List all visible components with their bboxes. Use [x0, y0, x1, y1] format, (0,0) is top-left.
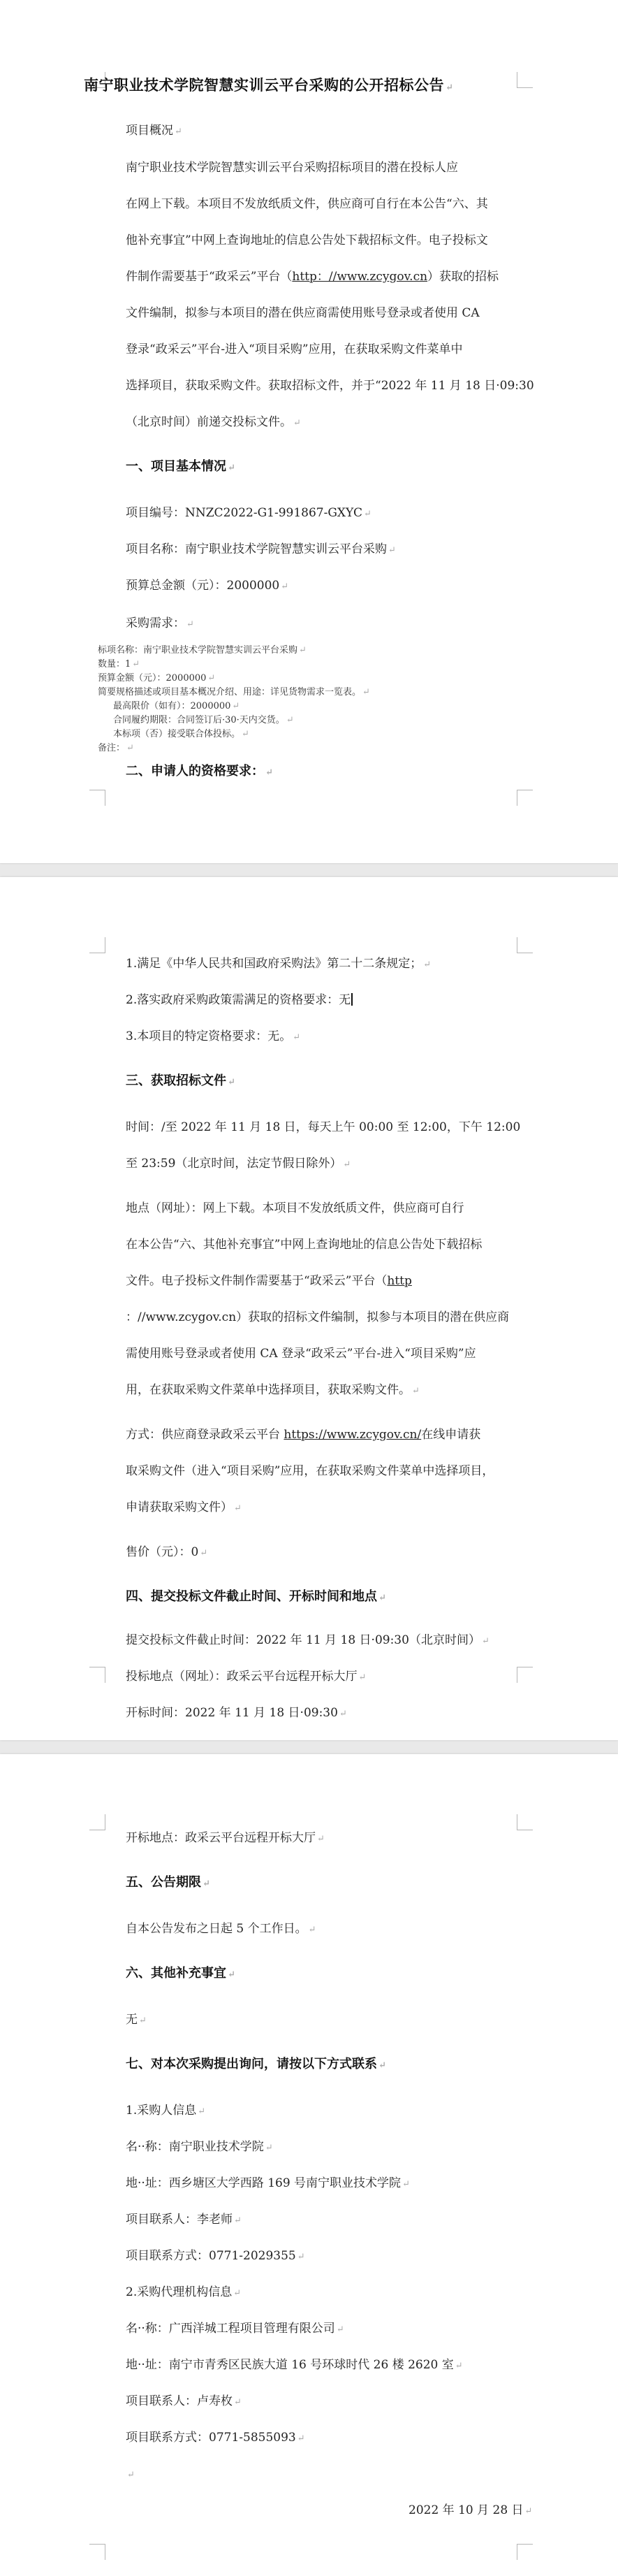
- margin-corner-mark: [517, 2544, 533, 2560]
- overview-heading: 项目概况 ↵: [126, 124, 182, 138]
- acquire-place-line: 文件。电子投标文件制作需要基于“政采云”平台（http: [126, 1274, 412, 1288]
- document-page-3: [0, 1754, 618, 2576]
- purchaser-phone: 项目联系方式：0771-2029355 ↵: [126, 2249, 305, 2263]
- overview-line: 文件编制，拟参与本项目的潜在供应商需使用账号登录或者使用 CA: [126, 306, 480, 320]
- detail-item: 合同履约期限：合同签订后·30·天内交货。 ↵: [113, 715, 294, 725]
- purchaser-title: 1.采购人信息 ↵: [126, 2104, 206, 2118]
- notice-period: 自本公告发布之日起 5 个工作日。 ↵: [126, 1922, 316, 1936]
- overview-line: 在网上下载。本项目不发放纸质文件，供应商可自行在本公告“六、其: [126, 197, 488, 211]
- project-name: 项目名称：南宁职业技术学院智慧实训云平台采购 ↵: [126, 542, 396, 556]
- section6-heading: 六、其他补充事宜 ↵: [126, 1966, 235, 1981]
- overview-line: 选择项目，获取采购文件。获取招标文件，并于“2022 年 11 月 18 日·09:30: [126, 379, 534, 393]
- margin-corner-mark: [517, 937, 533, 953]
- document-page-2: [0, 877, 618, 1740]
- qualification-item: 3.本项目的特定资格要求：无。 ↵: [126, 1029, 301, 1043]
- detail-item: 最高限价（如有）：2000000 ↵: [113, 701, 240, 711]
- agent-phone: 项目联系方式：0771-5855093 ↵: [126, 2431, 305, 2445]
- zcygov-https-link[interactable]: https://www.zcygov.cn/: [284, 1428, 422, 1442]
- overview-line: （北京时间）前递交投标文件。 ↵: [126, 415, 301, 429]
- agent-title: 2.采购代理机构信息 ↵: [126, 2285, 242, 2299]
- section5-heading: 五、公告期限 ↵: [126, 1875, 210, 1890]
- bid-opening-time: 开标时间：2022 年 11 月 18 日·09:30 ↵: [126, 1706, 347, 1720]
- margin-corner-mark: [517, 790, 533, 806]
- agent-name: 名··称：广西洋城工程项目管理有限公司 ↵: [126, 2322, 344, 2336]
- bid-opening-place: 开标地点：政采云平台远程开标大厅 ↵: [126, 1831, 325, 1845]
- section7-heading: 七、对本次采购提出询问，请按以下方式联系 ↵: [126, 2057, 386, 2071]
- budget-amount: 预算总金额（元）：2000000 ↵: [126, 579, 289, 593]
- qualification-item: 1.满足《中华人民共和国政府采购法》第二十二条规定； ↵: [126, 957, 432, 971]
- purchaser-contact: 项目联系人：李老师 ↵: [126, 2213, 242, 2227]
- overview-line: 登录“政采云”平台-进入“项目采购”应用，在获取采购文件菜单中: [126, 342, 463, 356]
- margin-corner-mark: [517, 1667, 533, 1683]
- acquire-place-line: 在本公告“六、其他补充事宜”中网上查询地址的信息公告处下载招标: [126, 1238, 483, 1252]
- zcygov-link[interactable]: http：//www.zcygov.cn: [292, 270, 428, 284]
- detail-item: 备注： ↵: [98, 743, 134, 753]
- acquire-time-line: 至 23:59（北京时间，法定节假日除外） ↵: [126, 1157, 351, 1171]
- submission-place: 投标地点（网址）：政采云平台远程开标大厅 ↵: [126, 1670, 367, 1684]
- margin-corner-mark: [89, 790, 105, 806]
- requirement-label: 采购需求： ↵: [126, 616, 194, 630]
- agent-address: 地··址：南宁市青秀区民族大道 16 号环球时代 26 楼 2620 室 ↵: [126, 2358, 463, 2372]
- margin-corner-mark: [89, 937, 105, 953]
- acquire-method-line: 取采购文件（进入“项目采购”应用，在获取采购文件菜单中选择项目，: [126, 1464, 494, 1478]
- margin-corner-mark: [89, 1814, 105, 1830]
- section4-heading: 四、提交投标文件截止时间、开标时间和地点 ↵: [126, 1589, 386, 1604]
- margin-corner-mark: [89, 1667, 105, 1683]
- qualification-item: 2.落实政府采购政策需满足的资格要求：无: [126, 992, 353, 1008]
- acquire-method-line: 申请获取采购文件） ↵: [126, 1500, 242, 1514]
- margin-corner-mark: [89, 2544, 105, 2560]
- zcygov-link-part[interactable]: http: [387, 1274, 412, 1288]
- margin-corner-mark: [517, 72, 533, 88]
- detail-item: 标项名称：南宁职业技术学院智慧实训云平台采购 ↵: [98, 645, 307, 656]
- empty-paragraph: ↵: [127, 2470, 135, 2480]
- detail-item: 数量：1 ↵: [98, 659, 140, 670]
- detail-item: 预算金额（元）：2000000 ↵: [98, 673, 216, 683]
- document-page-1: [0, 0, 618, 863]
- detail-item: 简要规格描述或项目基本概况介绍、用途：详见货物需求一览表。 ↵: [98, 687, 370, 697]
- detail-item: 本标项（否）接受联合体投标。 ↵: [113, 729, 249, 739]
- margin-corner-mark: [517, 1814, 533, 1830]
- announcement-date: 2022 年 10 月 28 日 ↵: [409, 2503, 533, 2517]
- acquire-place-line: 用，在获取采购文件菜单中选择项目，获取采购文件。 ↵: [126, 1383, 420, 1397]
- document-title: 南宁职业技术学院智慧实训云平台采购的公开招标公告 ↵: [84, 76, 454, 94]
- project-number: 项目编号：NNZC2022-G1-991867-GXYC ↵: [126, 506, 371, 520]
- document-price: 售价（元）：0 ↵: [126, 1545, 208, 1559]
- acquire-place-line: 地点（网址）：网上下载。本项目不发放纸质文件，供应商可自行: [126, 1201, 464, 1215]
- submission-deadline: 提交投标文件截止时间：2022 年 11 月 18 日·09:30（北京时间） ↵: [126, 1633, 490, 1647]
- other-matters: 无 ↵: [126, 2013, 147, 2027]
- section1-heading: 一、项目基本情况 ↵: [126, 459, 235, 474]
- overview-line: 南宁职业技术学院智慧实训云平台采购招标项目的潜在投标人应: [126, 161, 458, 175]
- overview-line: 件制作需要基于“政采云”平台（http：//www.zcygov.cn）获取的招标: [126, 270, 499, 284]
- agent-contact: 项目联系人：卢寿枚 ↵: [126, 2394, 242, 2408]
- acquire-place-line: ：//www.zcygov.cn）获取的招标文件编制，拟参与本项目的潜在供应商: [126, 1310, 510, 1324]
- acquire-method-line: 方式：供应商登录政采云平台 https://www.zcygov.cn/在线申请获: [126, 1428, 481, 1442]
- overview-line: 他补充事宜”中网上查询地址的信息公告处下载招标文件。电子投标文: [126, 233, 488, 247]
- purchaser-address: 地··址：西乡塘区大学西路 169 号南宁职业技术学院 ↵: [126, 2176, 410, 2190]
- text-cursor: [351, 993, 353, 1006]
- acquire-place-line: 需使用账号登录或者使用 CA 登录“政采云”平台-进入“项目采购”应: [126, 1347, 476, 1361]
- section3-heading: 三、获取招标文件 ↵: [126, 1073, 235, 1088]
- purchaser-name: 名··称：南宁职业技术学院 ↵: [126, 2140, 273, 2154]
- section2-heading: 二、申请人的资格要求： ↵: [126, 764, 273, 779]
- acquire-time-line: 时间：/至 2022 年 11 月 18 日，每天上午 00:00 至 12:00，下午 12:00: [126, 1120, 521, 1134]
